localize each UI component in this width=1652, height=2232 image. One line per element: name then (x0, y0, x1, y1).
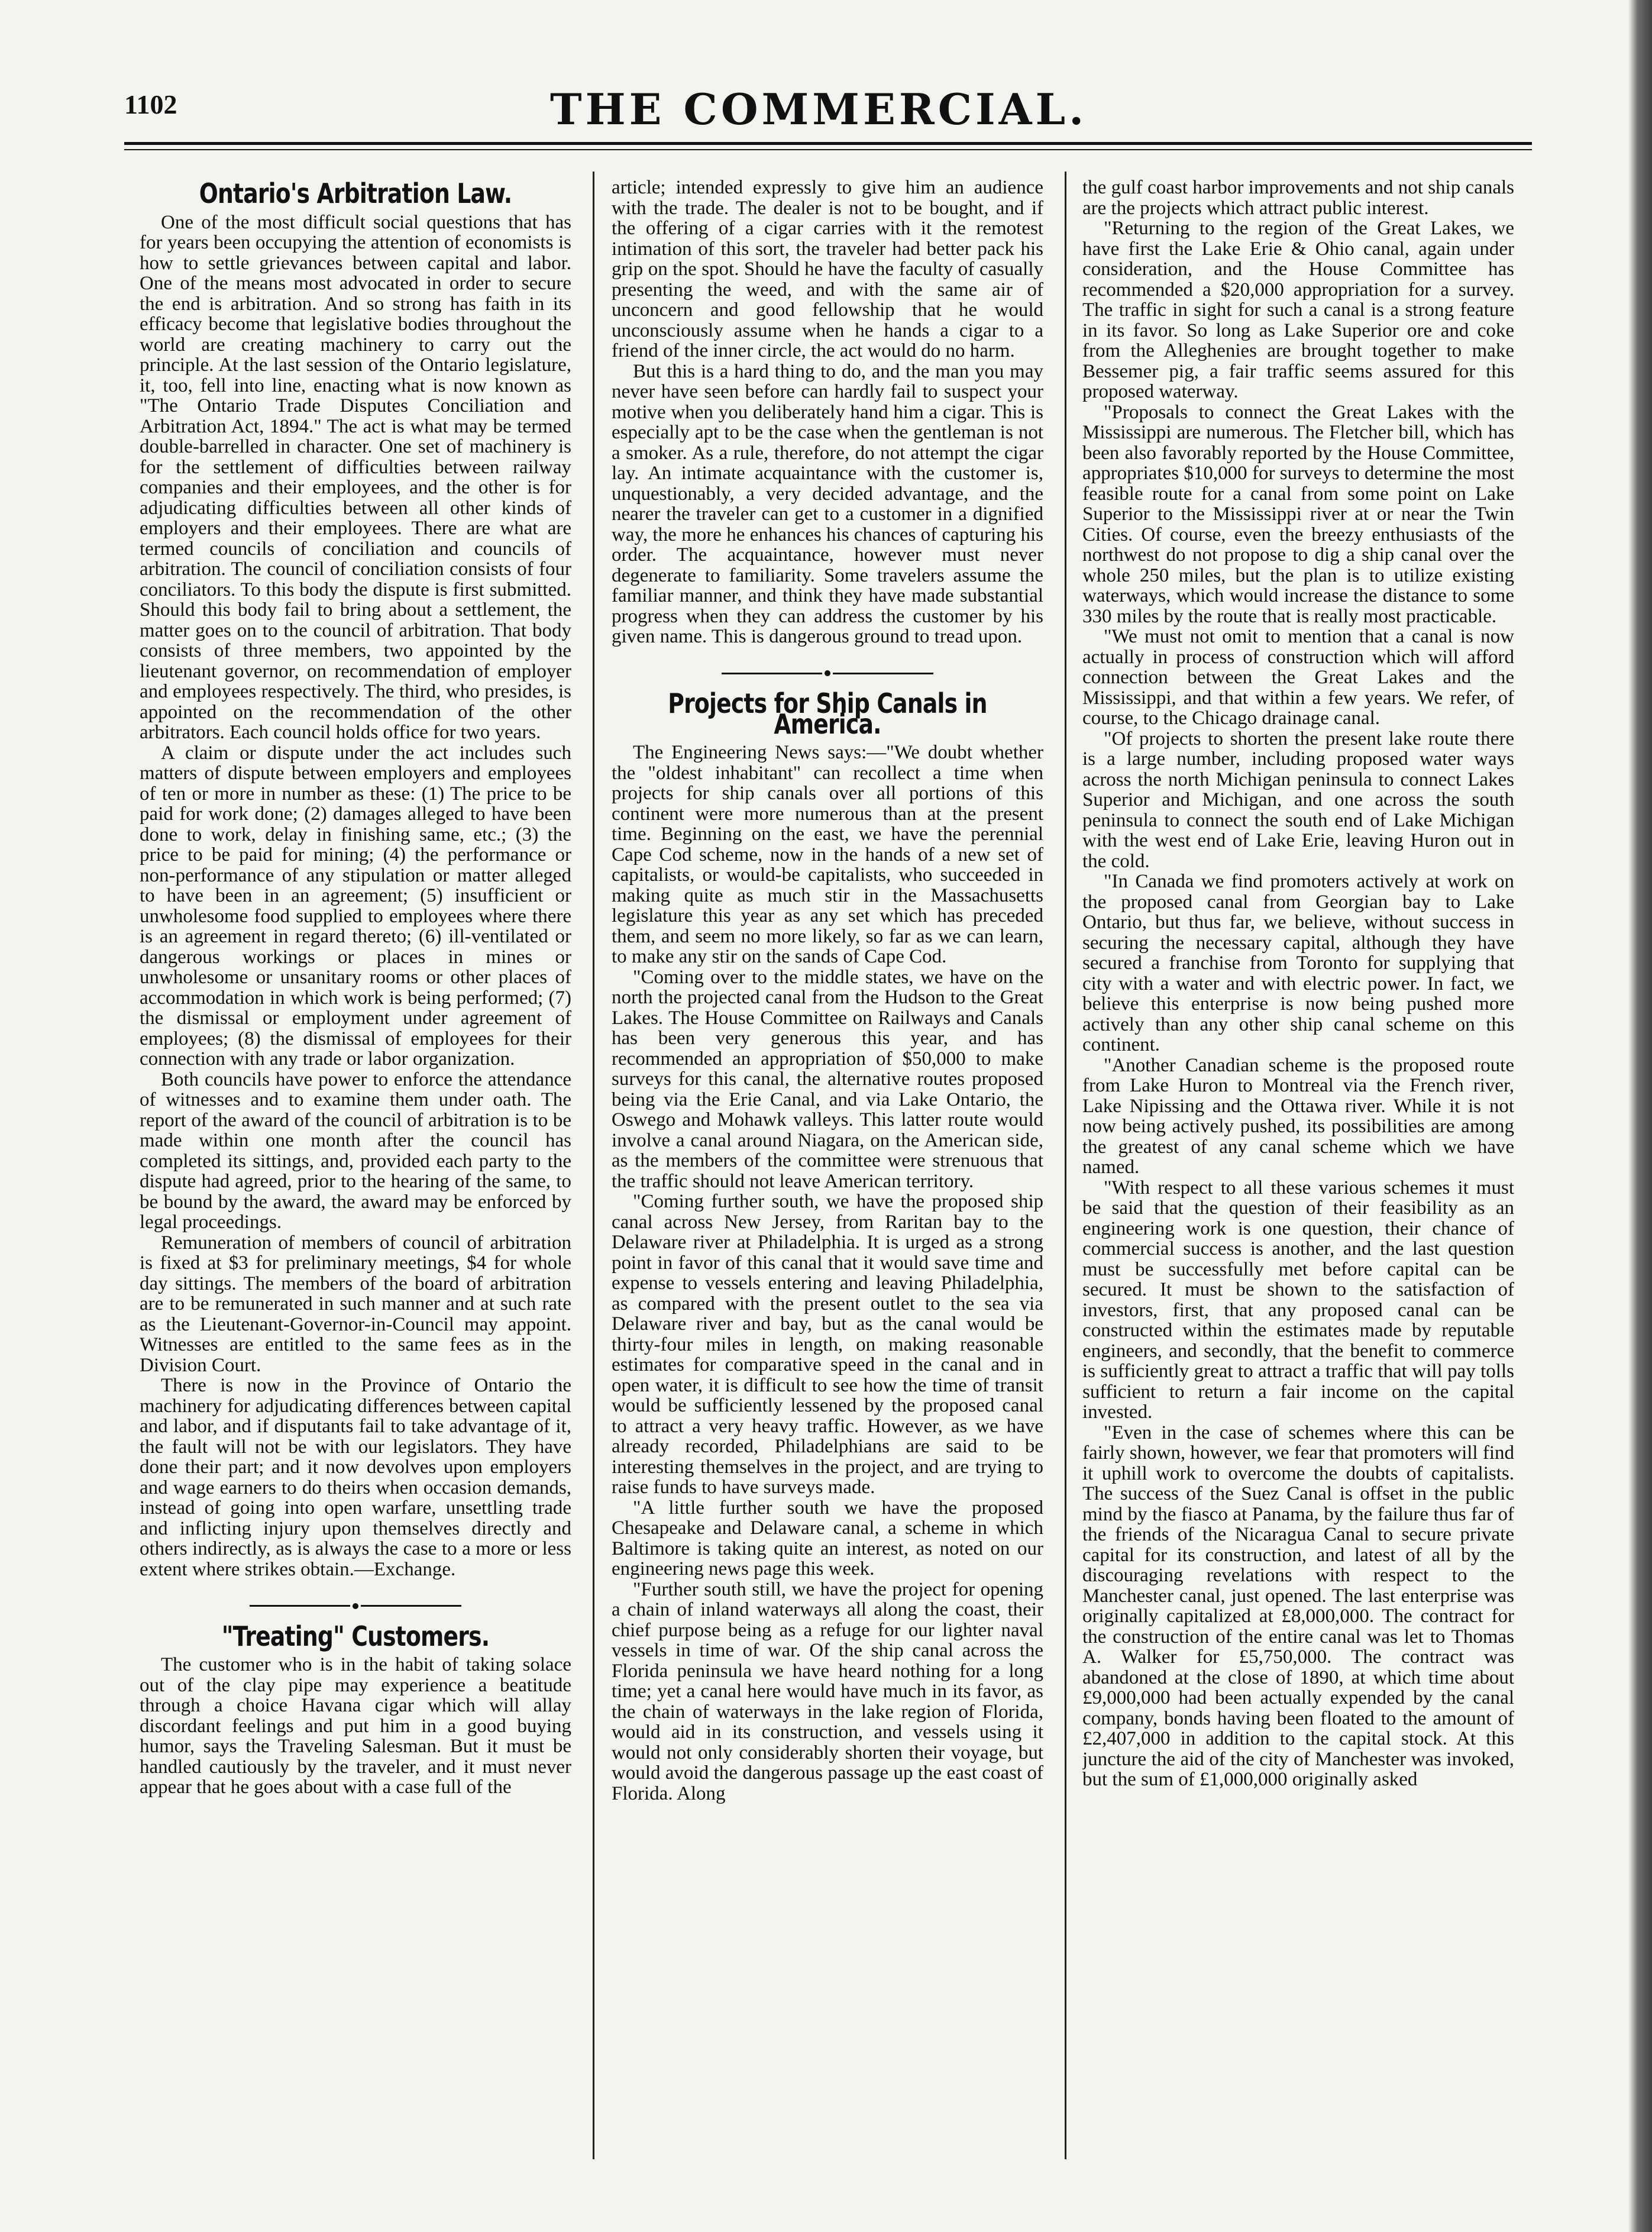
article-title-treating: "Treating" Customers. (221, 1620, 490, 1652)
header-rule-thick (124, 142, 1532, 145)
article-title-canals: Projects for Ship Canals in America. (668, 687, 987, 740)
column-1 (140, 177, 571, 2147)
paragraph: "Proposals to connect the Great Lakes with the Mississippi are numerous. The Fletcher bill, which has been also favorably reported by the House Committee, appropriates $10,000 for surveys to determine the most feasible route for a canal from some point on Lake Superior to the Mississippi river at or near the Twin Cities. Of course, even the breezy enthusiasts of the northwest do not propose to dig a ship canal over the whole 250 miles, but the plan is to utilize existing waterways, which would increase the distance to some 330 miles by the route that is really most practicable. (1082, 401, 1514, 627)
paragraph: the gulf coast harbor improvements and not ship canals are the projects which attract public interest. (1082, 177, 1514, 219)
article-separator (140, 1595, 571, 1616)
article-separator (612, 663, 1043, 683)
paragraph: article; intended expressly to give him an audience with the trade. The dealer is not to be bought, and if the offering of a cigar carries with it the remotest intimation of this sort, the traveler had better pack his grip on the spot. Should he have the faculty of casually presenting the weed, and with the same air of unconcern and good fellowship that he would unconsciously assume when he hands a cigar to a friend of the inner circle, the act would do no harm. (612, 177, 1043, 361)
paragraph: But this is a hard thing to do, and the man you may never have seen before can hardly fail to suspect your motive when you deliberately hand him a cigar. This is especially apt to be the case when the gentleman is not a smoker. As a rule, therefore, do not attempt the cigar lay. An intimate acquaintance with the customer is, unquestionably, a very decided advantage, and the nearer the traveler can get to a customer in a dignified way, the more he enhances his chances of capturing his order. The acquaintance, however must never degenerate to familiarity. Some travelers assume the familiar manner, and think they have made substantial progress when they can address the customer by his given name. This is dangerous ground to tread upon. (612, 360, 1043, 647)
paragraph: "Even in the case of schemes where this can be fairly shown, however, we fear that promoters will find it uphill work to overcome the doubts of capitalists. The success of the Suez Canal is offset in the public mind by the fiasco at Panama, by the failure thus far of the friends of the Nicaragua Canal to secure private capital for its construction, and latest of all by the discouraging revelations with respect to the Manchester canal, just opened. The last enterprise was originally capitalized at £8,000,000. The contract for the construction of the entire canal was let to Thomas A. Walker for £5,750,000. The contract was abandoned at the close of 1890, at which time about £9,000,000 had been actually expended by the canal company, bonds having been floated to the amount of £2,407,000 in addition to the capital stock. At this juncture the aid of the city of Manchester was invoked, but the sum of £1,000,000 originally asked (1082, 1422, 1514, 1790)
paragraph: "Another Canadian scheme is the proposed route from Lake Huron to Montreal via the French river, Lake Nipissing and the Ottawa river. While it is not now being actively pushed, its possibilities are among the greatest of any canal scheme which we have named. (1082, 1054, 1514, 1178)
page-header (124, 84, 1532, 148)
article-title-ontario: Ontario's Arbitration Law. (199, 177, 512, 209)
column-divider-2 (1065, 172, 1066, 2159)
paragraph: "Returning to the region of the Great Lakes, we have first the Lake Erie & Ohio canal, again under consideration, and the House Committee has recommended a $20,000 appropriation for a survey. The traffic in sight for such a canal is a strong feature in its favor. So long as Lake Superior ore and coke from the Alleghenies are brought together to make Bessemer pig, a fair traffic seems assured for this proposed waterway. (1082, 218, 1514, 402)
paragraph: One of the most difficult social questions that has for years been occupying the attention of economists is how to settle grievances between capital and labor. One of the means most advocated in order to secure the end is arbitration. And so strong has faith in its efficacy become that legislative bodies throughout the world are creating machinery to carry out the principle. At the last session of the Ontario legislature, it, too, fell into line, enacting what is now known as "The Ontario Trade Disputes Conciliation and Arbitration Act, 1894." The act is what may be termed double-barrelled in character. One set of machinery is for the settlement of difficulties between railway companies and their employees, and the other is for adjudicating difficulties between all other kinds of employers and their employees. There are what are termed councils of conciliation and councils of arbitration. The council of conciliation consists of four conciliators. To this body the dispute is first submitted. Should this body fail to bring about a settlement, the matter goes on to the council of arbitration. That body consists of three members, two appointed by the lieutenant governor, on recommendation of employer and employees respectively. The third, who presides, is appointed on the recommendation of the other arbitrators. Each council holds office for two years. (140, 211, 571, 743)
scan-edge-shadow (1628, 0, 1652, 2232)
column-3 (1082, 177, 1514, 2147)
header-rule-thin (124, 149, 1532, 150)
paragraph: "With respect to all these various schemes it must be said that the question of their feasibility as an engineering work is one question, their chance of commercial success is another, and the last question must be successfully met before capital can be secured. It must be shown to the satisfaction of investors, first, that any proposed canal can be constructed within the estimates made by reputable engineers, and secondly, that the benefit to commerce is sufficiently great to attract a traffic that will pay tolls sufficient to return a fair income on the capital invested. (1082, 1177, 1514, 1423)
paragraph: Remuneration of members of council of arbitration is fixed at $3 for preliminary meetings, $4 for whole day sittings. The members of the board of arbitration are to be remunerated in such manner and at such rate as the Lieutenant-Governor-in-Council may appoint. Witnesses are entitled to the same fees as in the Division Court. (140, 1232, 571, 1376)
paragraph: A claim or dispute under the act includes such matters of dispute between employers and employees of ten or more in number as these: (1) The price to be paid for work done; (2) damages alleged to have been done to work, delay in finishing same, etc.; (3) the price to be paid for mining; (4) the performance or non-performance of any stipulation or matter alleged to have been in an agreement; (5) insufficient or unwholesome food supplied to employees where there is an agreement in regard thereto; (6) ill-ventilated or dangerous workings or places in mines or unwholesome or unsanitary rooms or other places of accommodation in which work is being performed; (7) the dismissal or employment under agreement of employees; (8) the dismissal of employees for their connection with any trade or labor organization. (140, 742, 571, 1070)
paragraph: "Further south still, we have the project for opening a chain of inland waterways all along the coast, their chief purpose being as a refuge for our lighter naval vessels in time of war. Of the ship canal across the Florida peninsula we have heard nothing for a long time; yet a canal here would have much in its favor, as the chain of waterways in the lake region of Florida, would aid in its construction, and vessels using it would not only considerably shorten their voyage, but would avoid the dangerous passage up the east coast of Florida. Along (612, 1578, 1043, 1804)
paragraph: There is now in the Province of Ontario the machinery for adjudicating differences between capital and labor, and if disputants fail to take advantage of it, the fault will not be with our legislators. They have done their part; and it now devolves upon employers and wage earners to do theirs when occasion demands, instead of going into open warfare, unsettling trade and inflicting injury upon themselves directly and others indirectly, as is always the case to a more or less extent where strikes obtain.—Exchange. (140, 1375, 571, 1580)
paragraph: "Coming over to the middle states, we have on the north the projected canal from the Hudson to the Great Lakes. The House Committee on Railways and Canals has been very generous this year, and has recommended an appropriation of $50,000 to make surveys for this canal, the alternative routes proposed being via the Erie Canal, and via Lake Ontario, the Oswego and Mohawk valleys. This latter route would involve a canal around Niagara, on the American side, as the members of the committee were strenuous that the traffic should not leave American territory. (612, 966, 1043, 1192)
paragraph: "We must not omit to mention that a canal is now actually in process of construction which will afford connection between the Great Lakes and the Mississippi, and that within a few years. We refer, of course, to the Chicago drainage canal. (1082, 626, 1514, 729)
paragraph: "In Canada we find promoters actively at work on the proposed canal from Georgian bay to Lake Ontario, but thus far, we believe, without success in securing the necessary capital, although they have secured a franchise from Toronto for supplying that city with a water and with electric power. In fact, we believe this enterprise is now being pushed more actively than any other ship canal scheme on this continent. (1082, 871, 1514, 1055)
paragraph: "Coming further south, we have the proposed ship canal across New Jersey, from Raritan bay to the Delaware river at Philadelphia. It is urged as a strong point in favor of this canal that it would save time and expense to vessels entering and leaving Philadelphia, as compared with the present outlet to the sea via Delaware river and bay, but as the canal would be thirty-four miles in length, on making reasonable estimates for comparative speed in the canal and in open water, it is difficult to see how the time of transit would be sufficiently lessened by the proposed canal to attract a very heavy traffic. However, as we have already recorded, Philadelphians are said to be interesting themselves in the project, and are trying to raise funds to have surveys made. (612, 1191, 1043, 1498)
paragraph: "Of projects to shorten the present lake route there is a large number, including proposed water ways across the north Michigan peninsula to connect Lakes Superior and Michigan, and one across the south peninsula to connect the south end of Lake Michigan with the west end of Lake Erie, leaving Huron out in the cold. (1082, 728, 1514, 872)
page-number: 1102 (124, 89, 177, 119)
paragraph: The customer who is in the habit of taking solace out of the clay pipe may experience a beatitude through a choice Havana cigar which will allay discordant feelings and put him in a good buying humor, says the Traveling Salesman. But it must be handled cautiously by the traveler, and it must never appear that he goes about with a case full of the (140, 1654, 571, 1798)
masthead-title: THE COMMERCIAL. (550, 84, 1088, 134)
paragraph: The Engineering News says:—"We doubt whether the "oldest inhabitant" can recollect a time when projects for ship canals over all portions of this continent were more numerous than at the present time. Beginning on the east, we have the perennial Cape Cod scheme, now in the hands of a new set of capitalists, or would-be capitalists, who succeeded in making quite as much stir in the Massachusetts legislature this year as any set which has preceded them, and seem no more likely, so far as we can learn, to make any stir on the sands of Cape Cod. (612, 742, 1043, 967)
paragraph: "A little further south we have the proposed Chesapeake and Delaware canal, a scheme in which Baltimore is taking quite an interest, as noted on our engineering news page this week. (612, 1497, 1043, 1579)
paragraph: Both councils have power to enforce the attendance of witnesses and to examine them under oath. The report of the award of the council of arbitration is to be made within one month after the council has completed its sittings, and, provided each party to the dispute had agreed, prior to the hearing of the same, to be bound by the award, the award may be enforced by legal proceedings. (140, 1068, 571, 1233)
column-2 (612, 177, 1043, 2147)
column-divider-1 (593, 172, 594, 2159)
